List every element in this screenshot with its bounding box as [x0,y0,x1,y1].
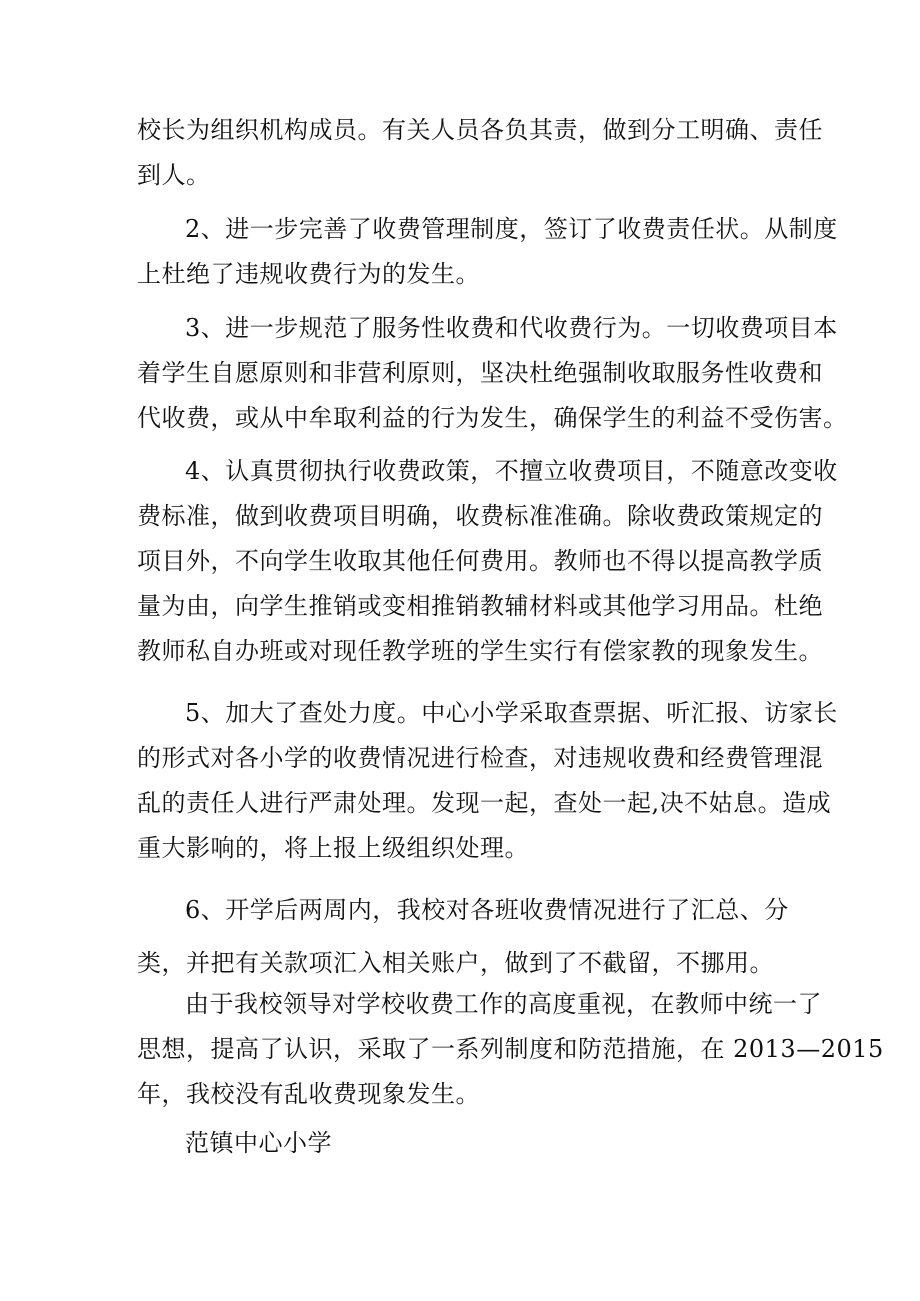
text-line: 年，我校没有乱收费现象发生。 [137,1080,480,1108]
text-line: 着学生自愿原则和非营利原则，坚决杜绝强制收取服务性收费和 [137,359,823,387]
text-line: 教师私自办班或对现任教学班的学生实行有偿家教的现象发生。 [137,637,823,665]
text-line: 上杜绝了违规收费行为的发生。 [137,260,480,288]
text-line: 2、进一步完善了收费管理制度，签订了收费责任状。从制度 [185,215,838,243]
text-line: 乱的责任人进行严肃处理。发现一起，查处一起,决不姑息。造成 [137,789,832,817]
text-line: 校长为组织机构成员。有关人员各负其责，做到分工明确、责任 [137,116,823,144]
text-line: 量为由，向学生推销或变相推销教辅材料或其他学习用品。杜绝 [137,592,823,620]
text-line: 到人。 [137,161,211,189]
text-line: 5、加大了查处力度。中心小学采取查票据、听汇报、访家长 [185,699,838,727]
text-line: 思想，提高了认识，采取了一系列制度和防范措施，在 2013—2015 [137,1035,884,1063]
text-line: 的形式对各小学的收费情况进行检查，对违规收费和经费管理混 [137,744,823,772]
text-line: 代收费，或从中牟取利益的行为发生，确保学生的利益不受伤害。 [137,404,848,432]
text-line: 重大影响的，将上报上级组织处理。 [137,834,529,862]
paragraph-item-6 [137,888,812,986]
paragraph-item-3 [137,306,848,441]
paragraph-conclusion [137,982,884,1117]
text-line: 由于我校领导对学校收费工作的高度重视，在教师中统一了 [185,990,822,1018]
text-line: 4、认真贯彻执行收费政策，不擅立收费项目，不随意改变收 [185,457,838,485]
text-line: 3、进一步规范了服务性收费和代收费行为。一切收费项目本 [185,314,838,342]
signature-text: 范镇中心小学 [185,1129,332,1157]
text-line: 费标准，做到收费项目明确，收费标准准确。除收费政策规定的 [137,502,823,530]
text-line: 类，并把有关款项汇入相关账户，做到了不截留，不挪用。 [137,949,774,977]
paragraph-item-4 [137,449,838,674]
paragraph-item-2 [137,207,838,297]
text-line: 项目外，不向学生收取其他任何费用。教师也不得以提高教学质 [137,547,823,575]
signature [185,1121,485,1166]
text-line: 6、开学后两周内，我校对各班收费情况进行了汇总、分 [185,896,789,924]
paragraph-continuation [137,108,823,198]
paragraph-item-5 [137,691,838,871]
